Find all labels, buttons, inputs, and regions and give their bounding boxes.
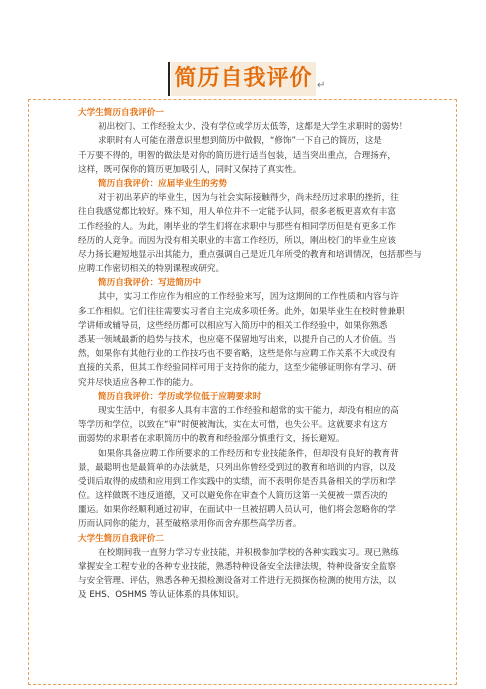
body-text-line: 位。这样做既不违反道德，又可以避免你在审查个人简历这第一关便被一票否决的 — [78, 491, 388, 502]
text-cursor — [168, 62, 170, 96]
body-text-line: 究并尽快适应各种工作的能力。 — [78, 377, 199, 388]
document-title: 简历自我评价 — [171, 62, 316, 96]
body-text-line: 学讲师或辅导员，这些经历都可以相应写入简历中的相关工作经验中，如果你熟悉 — [78, 320, 388, 331]
body-text-line: 面弱势的求职者在求职简历中的教育和经验部分慎重行文，扬长避短。 — [78, 434, 345, 445]
body-text-line: 悉某一领域最新的趋势与技术，也应毫不保留地写出来，以提升自己的人才价值。当 — [78, 335, 396, 345]
body-text-line: 在校期间我一直努力学习专业技能，并积极参加学校的各种实践实习。现已熟练 — [98, 547, 399, 558]
body-text-line: 等学历和学位，以致在“审”时便被淘汰，实在太可惜，也失公平。这就要求有这方 — [78, 420, 388, 431]
body-text-line: 掌握安全工程专业的各种专业技能，熟悉特种设备安全法律法规，特种设备安全监察 — [78, 562, 396, 572]
body-text-line: 与安全管理、评估，熟悉各种无损检测设备对工件进行无损探伤检测的使用方法，以 — [78, 576, 396, 587]
section-heading: 大学生简历自我评价一 — [78, 108, 164, 118]
body-text-line: 多工作相似。它们往往需要实习者自主完成多项任务。此外，如果毕业生在校时曾兼职 — [78, 306, 405, 317]
section-heading: 简历自我评价：写进简历中 — [98, 278, 202, 289]
body-text-line: 千万要不得的，明智的做法是对你的简历进行适当包装，适当突出重点，合理扬弃， — [78, 150, 396, 161]
body-text-line: 对于初出茅庐的毕业生，因为与社会实际接触得少，尚未经历过求职的挫折，往 — [98, 193, 399, 204]
body-text-line: 现实生活中，有很多人具有丰富的工作经验和超常的实干能力，却没有相应的高 — [98, 405, 399, 416]
body-text-line: 尽力扬长避短地显示出其能力，重点强调自己是近几年所受的教育和培训情况，包括那些与 — [78, 249, 422, 260]
body-text-line: 直接的关系，但其工作经验同样可用于支持你的能力，这至少能够证明你有学习、研 — [78, 363, 396, 374]
body-text-line: 应聘工作密切相关的特别课程或研究。 — [78, 264, 225, 275]
body-text-line: 景，最聪明也是最简单的办法就是，只列出你曾经受到过的教育和培训的内容，以及 — [78, 462, 396, 473]
document-body — [78, 106, 422, 603]
body-text-line: 这样，既可保你的简历更加吸引人，同时又保持了真实性。 — [78, 164, 302, 175]
body-text-line: 及 EHS、OSHMS 等认证体系的具体知识。 — [78, 590, 245, 601]
section-heading: 大学生简历自我评价二 — [78, 533, 164, 544]
paragraph-mark: ↵ — [317, 80, 326, 91]
section-heading: 简历自我评价：应届毕业生的劣势 — [98, 178, 227, 189]
body-text-line: 往自我感觉都比较好。殊不知，用人单位并不一定能予认同，很多老板更喜欢有丰富 — [78, 207, 396, 218]
body-text-line: 受训后取得的成绩和应用到工作实践中的实绩，而不表明你是否具备相关的学历和学 — [78, 476, 396, 487]
body-text-line: 经历的人竞争。而因为没有相关职业的丰富工作经历，所以，刚出校门的毕业生应该 — [78, 235, 396, 246]
body-text-line: 然，如果你有其他行业的工作技巧也不要省略，这些是你与应聘工作关系不大或没有 — [78, 349, 396, 360]
body-text-line: 如果你具备应聘工作所要求的工作经历和专业技能条件，但却没有良好的教育背 — [98, 448, 399, 459]
body-text-line: 求职时有人可能在潜意识里想到简历中做假，“修饰”一下自己的简历，这是 — [98, 136, 382, 147]
body-text-line: 初出校门、工作经验太少、没有学位或学历太低等，这都是大学生求职时的弱势！ — [98, 122, 408, 133]
body-text-line: 工作经验的人。为此，刚毕业的学生们将在求职中与那些有相同学历但是有更多工作 — [78, 221, 396, 232]
body-text-line: 噩运。如果你经顺利通过初审，在面试中一旦被招聘人员认可，他们将会忽略你的学 — [78, 505, 396, 516]
body-text-line: 历而认同你的能力，甚至破格录用你而舍弃那些高学历者。 — [78, 519, 302, 530]
body-text-line: 其中，实习工作应作为相应的工作经验来写，因为这期间的工作性质和内容与许 — [98, 292, 399, 303]
section-heading: 简历自我评价：学历或学位低于应聘要求时 — [98, 391, 262, 402]
